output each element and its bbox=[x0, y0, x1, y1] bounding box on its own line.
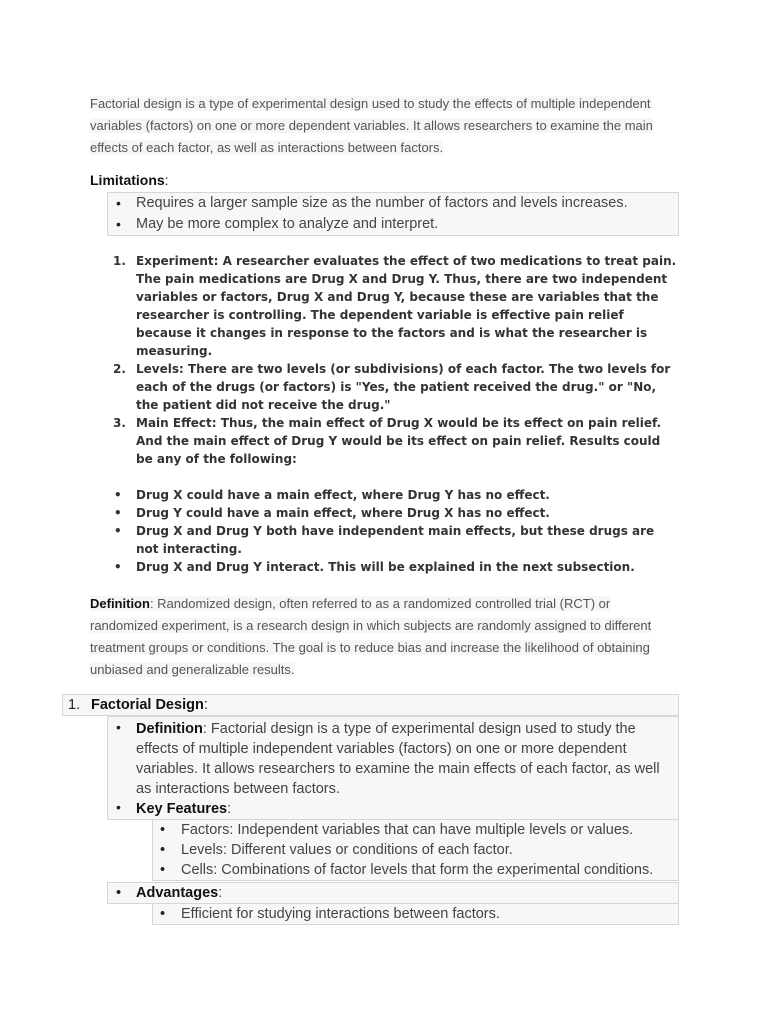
limitations-heading: Limitations: bbox=[90, 172, 169, 188]
list-item: • Efficient for studying interactions between factors. bbox=[160, 906, 500, 922]
advantages-list bbox=[152, 903, 679, 925]
factorial-definition: Definition: Factorial design is a type of experimental design used to study the effects of multiple independent variables (factors) on one or more dependent variables. It allows researchers to examine the main effects of each factor, as well as interactions between factors. bbox=[136, 721, 660, 797]
list-item: • Drug Y could have a main effect, where Drug X has no effect. bbox=[114, 506, 550, 520]
definition-text: : Randomized design, often referred to as a randomized controlled trial (RCT) or randomized experiment, is a research design in which subjects are randomly assigned to different treatment groups or conditions. The goal is to reduce bias and increase the likelihood of obtaining unbiased and generalizable results. bbox=[90, 596, 652, 677]
bullet-icon: • bbox=[116, 885, 122, 901]
intro-paragraph bbox=[90, 93, 670, 159]
bullet-icon: • bbox=[116, 216, 121, 232]
list-item: • May be more complex to analyze and interpret. bbox=[108, 214, 678, 235]
list-item: 1. Experiment: A researcher evaluates the effect of two medications to treat pain. The pain medications are Drug X and Drug Y. Thus, there are two independent variables or factors, Drug X and Drug Y, because these are variables that the researcher is controlling. The dependent variable is effective pain relief because it changes in response to the factors and is what the researcher is measuring. bbox=[113, 254, 677, 358]
bullet-icon: • bbox=[116, 195, 121, 211]
bullet-icon: • bbox=[116, 799, 121, 815]
bullet-icon: • bbox=[116, 719, 121, 735]
key-features-heading: Key Features: bbox=[136, 801, 232, 817]
list-item: 3. Main Effect: Thus, the main effect of Drug X would be its effect on pain relief. And the main effect of Drug Y would be its effect on pain relief. Results could be any of the following: bbox=[113, 416, 662, 466]
list-item: 2. Levels: There are two levels (or subdivisions) of each factor. The two levels for each of the drugs (or factors) is "Yes, the patient received the drug." or "No, the patient did not receive the drug." bbox=[113, 362, 671, 412]
example-steps-list bbox=[107, 252, 677, 468]
list-item: • Levels: Different values or conditions of each factor. bbox=[160, 842, 513, 858]
factorial-definition-block bbox=[107, 716, 679, 820]
list-item: • Requires a larger sample size as the number of factors and levels increases. bbox=[108, 193, 678, 214]
bullet-icon: • bbox=[114, 560, 122, 574]
list-item: • Drug X and Drug Y both have independent main effects, but these drugs are not interacting. bbox=[114, 524, 655, 556]
bullet-icon: • bbox=[160, 862, 166, 878]
definition-paragraph bbox=[90, 593, 675, 681]
list-item: • Factors: Independent variables that can have multiple levels or values. bbox=[160, 822, 634, 838]
bullet-icon: • bbox=[114, 506, 122, 520]
results-list bbox=[107, 486, 677, 576]
advantages-heading: • Advantages: bbox=[107, 882, 679, 904]
bullet-icon: • bbox=[160, 822, 166, 838]
definition-label: Definition bbox=[90, 596, 150, 611]
key-features-list bbox=[152, 819, 679, 881]
bullet-icon: • bbox=[160, 906, 166, 922]
bullet-icon: • bbox=[114, 524, 122, 538]
factorial-design-heading: 1. Factorial Design: bbox=[62, 694, 679, 716]
limitations-label: Limitations bbox=[90, 172, 165, 188]
limitations-list bbox=[107, 192, 679, 236]
list-item: • Drug X and Drug Y interact. This will be explained in the next subsection. bbox=[114, 560, 635, 574]
factorial-design-title: Factorial Design bbox=[91, 697, 204, 713]
list-item: • Cells: Combinations of factor levels that form the experimental conditions. bbox=[160, 862, 654, 878]
intro-text: Factorial design is a type of experimental design used to study the effects of multiple independent variables (factors) on one or more dependent variables. It allows researchers to examine the main effects of each factor, as well as interactions between factors. bbox=[90, 96, 653, 155]
bullet-icon: • bbox=[160, 842, 166, 858]
list-item: • Drug X could have a main effect, where Drug Y has no effect. bbox=[114, 488, 550, 502]
bullet-icon: • bbox=[114, 488, 122, 502]
list-number: 1. bbox=[68, 697, 81, 713]
